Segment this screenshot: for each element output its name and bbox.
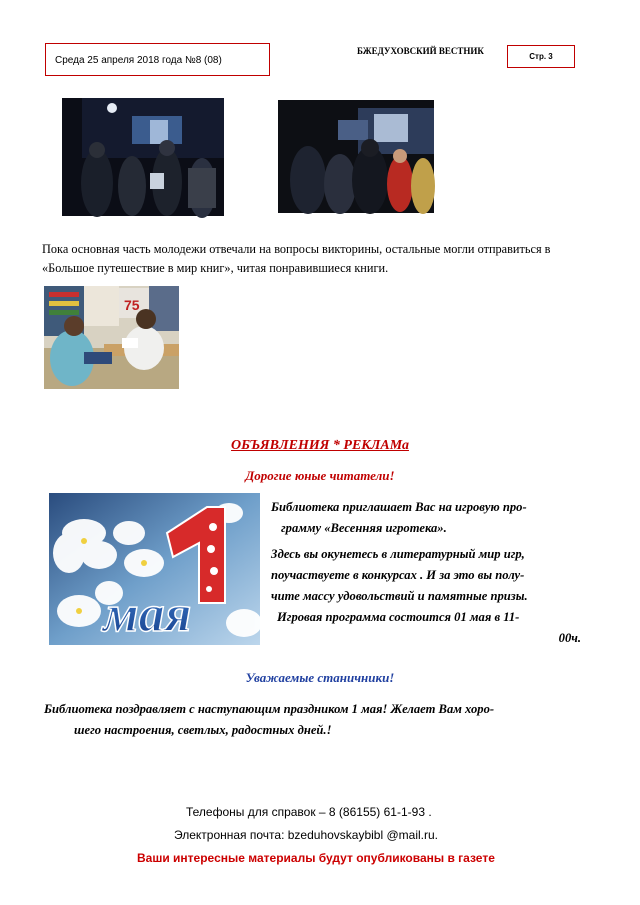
newspaper-masthead: БЖЕДУХОВСКИЙ ВЕСТНИК: [357, 46, 484, 56]
poster-75-label: 75: [124, 297, 140, 313]
dear-readers-heading: Дорогие юные читатели!: [245, 468, 395, 483]
greeting-heading: Уважаемые станичники!: [245, 670, 395, 685]
invitation-text: [271, 497, 591, 649]
article-line: «Большое путешествие в мир книг», читая понравившиеся книги.: [42, 261, 389, 275]
congratulation-text: [44, 699, 604, 741]
congrats-line: шего настроения, светлых, радостных дней.!: [74, 723, 332, 737]
invite-line: Библиотека приглашает Вас на игровую про-: [271, 500, 527, 514]
invite-line: грамму «Весенняя игротека».: [281, 521, 447, 535]
poster-number-1: 1: [49, 483, 50, 484]
congrats-line: Библиотека поздравляет с наступающим праздником 1 мая! Желает Вам хоро-: [44, 702, 495, 716]
footer-note: Ваши интересные материалы будут опубликованы в газете: [137, 851, 495, 865]
article-paragraph: [42, 240, 602, 278]
invite-line: поучаствуете в конкурсах . И за это вы полу-: [271, 568, 525, 582]
email-line: Электронная почта: bzeduhovskaybibl @mail.ru.: [174, 828, 439, 842]
reading-photo: [44, 286, 179, 389]
invite-line: Игровая программа состоится 01 мая в 11-: [277, 610, 520, 624]
may-day-poster: [49, 483, 260, 645]
invite-line: чите массу удовольствий и памятные призы.: [271, 589, 528, 603]
invite-line: Здесь вы окунетесь в литературный мир игр,: [271, 547, 525, 561]
page-number: Стр. 3: [507, 45, 575, 68]
ads-section-title: ОБЪЯВЛЕНИЯ * РЕКЛАМа: [231, 438, 409, 453]
article-line: Пока основная часть молодежи отвечали на вопросы викторины, остальные могли отправиться в: [42, 242, 551, 256]
date-line: Среда 25 апреля 2018 года №8 (08): [45, 43, 270, 76]
phone-line: Телефоны для справок – 8 (86155) 61-1-93 .: [186, 805, 432, 819]
night-event-photo-2: [278, 100, 434, 213]
night-event-photo-1: [62, 98, 224, 216]
poster-word-may: мая: [103, 586, 192, 643]
invite-line: 00ч.: [558, 631, 581, 645]
